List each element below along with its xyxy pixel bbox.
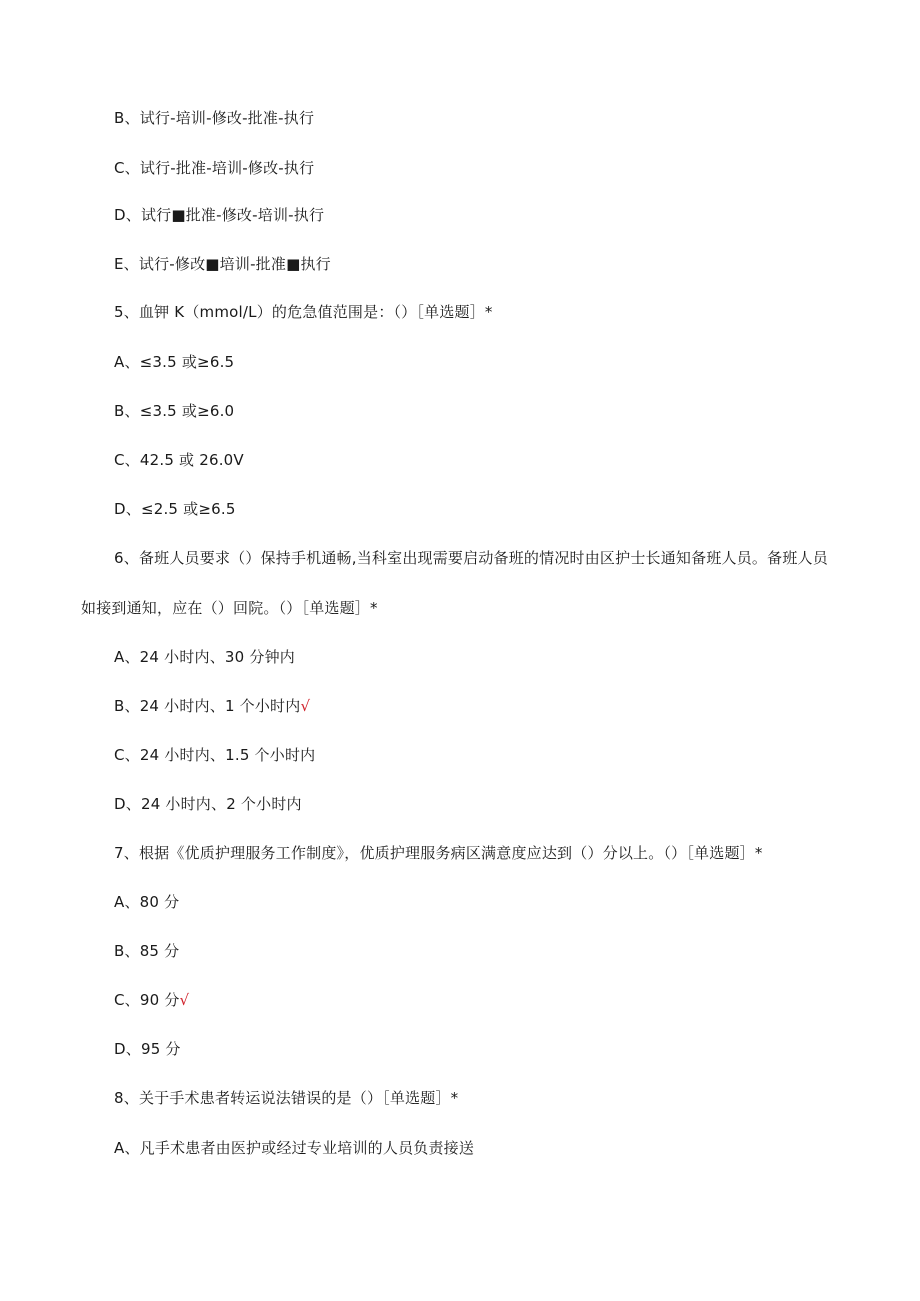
option-c-text [114,158,314,178]
line-text: B、≤3.5 或≥6.0 [114,402,235,420]
question-6 [114,548,828,568]
correct-mark: √ [179,991,190,1009]
option-b-text [114,696,310,716]
option-c-text [114,990,189,1010]
correct-mark: √ [300,697,311,715]
line-text: C、42.5 或 26.0V [114,451,244,469]
line-text: 6、备班人员要求（）保持手机通畅,当科室出现需要启动备班的情况时由区护士长通知备班人员。备班人员 [114,549,828,567]
line-text: A、凡手术患者由医护或经过专业培训的人员负责接送 [114,1139,475,1157]
option-c-text [114,450,244,470]
question-7 [114,843,763,863]
option-c-text [114,745,315,765]
option-a-text [114,1138,474,1158]
option-a-text [114,647,295,667]
question-8 [114,1088,458,1108]
line-text: 5、血钾 K（mmol/L）的危急值范围是：（）［单选题］* [114,303,493,321]
line-text: C、试行-批准-培训-修改-执行 [114,159,315,177]
line-text: D、95 分 [114,1040,181,1058]
option-b-text [114,941,179,961]
line-text: 7、根据《优质护理服务工作制度》，优质护理服务病区满意度应达到（）分以上。（）［单选题］* [114,844,763,862]
line-text: D、24 小时内、2 个小时内 [114,795,302,813]
line-text: A、24 小时内、30 分钟内 [114,648,295,666]
option-e-text [114,254,331,274]
line-text: 8、关于手术患者转运说法错误的是（）［单选题］* [114,1089,459,1107]
option-a-text [114,352,234,372]
line-text: D、试行■批准-修改-培训-执行 [114,206,325,224]
option-d-text [114,499,236,519]
line-text: 如接到通知，应在（）回院。（）［单选题］* [81,599,378,617]
option-a-text [114,892,179,912]
option-b-text [114,401,234,421]
question-6-continued [81,598,378,618]
line-text: C、90 分 [114,991,180,1009]
line-text: A、80 分 [114,893,180,911]
line-text: E、试行-修改■培训-批准■执行 [114,255,331,273]
option-d-text [114,205,324,225]
option-d-text [114,794,302,814]
line-text: B、24 小时内、1 个小时内 [114,697,301,715]
line-text: B、85 分 [114,942,180,960]
option-b-text [114,108,314,128]
line-text: C、24 小时内、1.5 个小时内 [114,746,316,764]
line-text: A、≤3.5 或≥6.5 [114,353,235,371]
option-d-text [114,1039,181,1059]
line-text: D、≤2.5 或≥6.5 [114,500,236,518]
line-text: B、试行-培训-修改-批准-执行 [114,109,315,127]
question-5 [114,302,493,322]
